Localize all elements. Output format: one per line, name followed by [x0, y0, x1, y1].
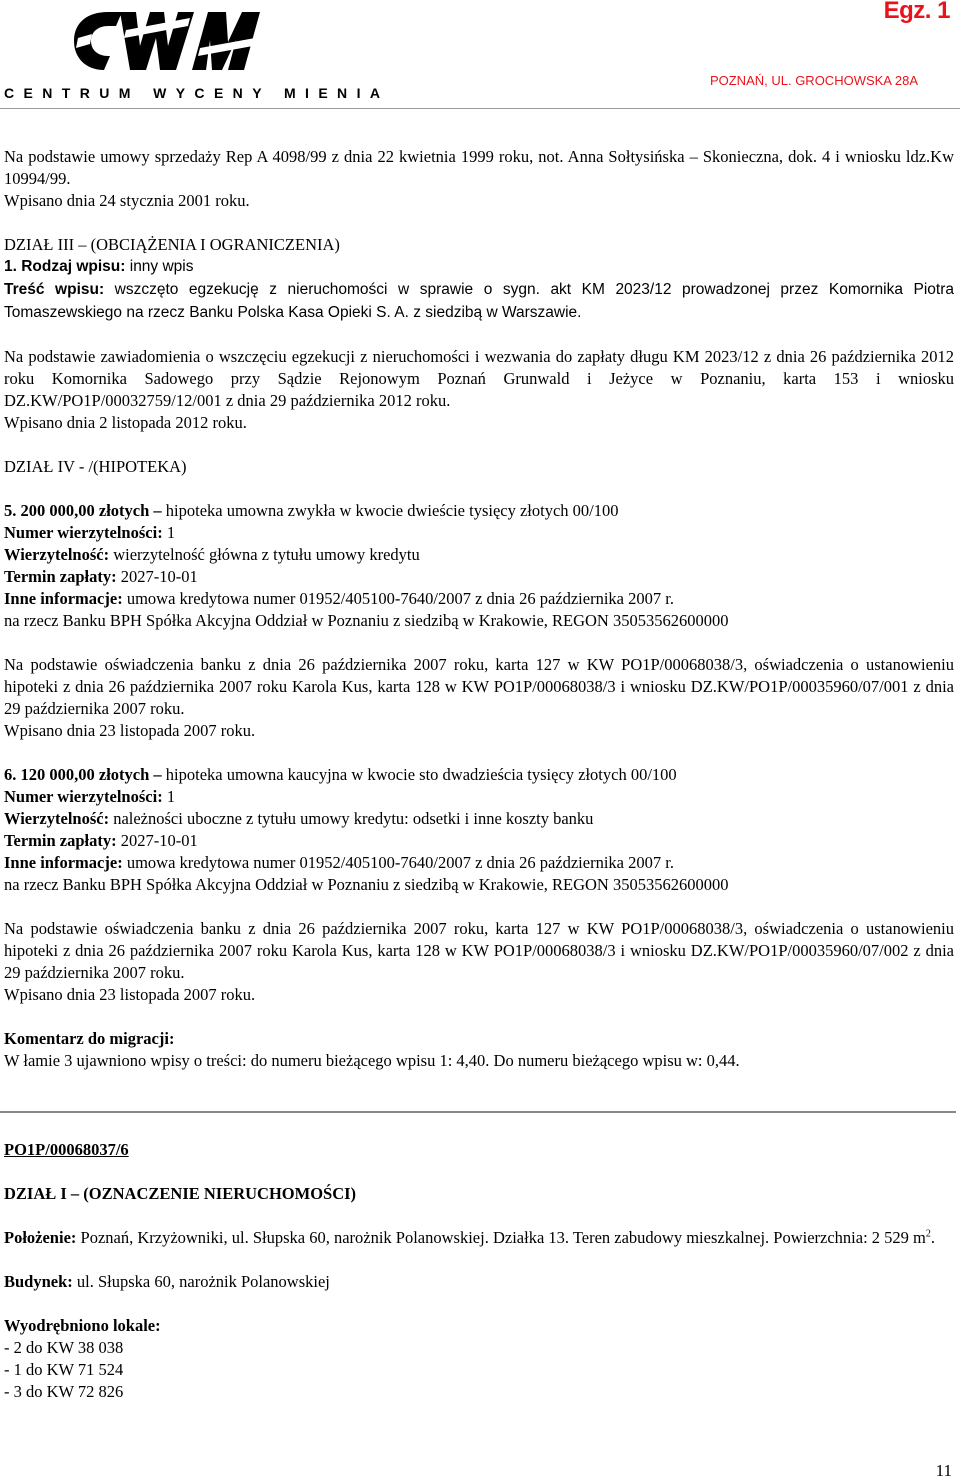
list-item: - 3 do KW 72 826: [4, 1382, 124, 1401]
entry-type: 1. Rodzaj wpisu: inny wpis: [4, 258, 194, 275]
entry-content: Treść wpisu: wszczęto egzekucję z nieruchomości w sprawie o sygn. akt KM 2023/12 prowadzonej przez Komornika Piotra Tomaszewskiego na rzecz Banku Polska Kasa Opieki S. A. z siedzibą w Warszawie.: [4, 281, 954, 321]
document-body: [4, 146, 954, 1072]
mortgage-entry-5: 5. 200 000,00 złotych – hipoteka umowna zwykła w kwocie dwieście tysięcy złotych 00/100 Numer wierzytelności: 1 Wierzytelność: wierzytelność główna z tytułu umowy kredytu Termin zapłaty: 2027-10-01 Inne informacje: umowa kredytowa numer 01952/405100-7640/2007 z dnia 26 października 2007 r. na rzecz Banku BPH Spółka Akcyjna Oddział w Poznaniu z siedzibą w Krakowie, REGON 35053562600000 Na podstawie oświadczenia banku z dnia 26 października 2007 roku, karta 127 w KW PO1P/00068038/3, oświadczenia o ustanowieniu hipoteki z dnia 26 października 2007 roku Karola Kus, karta 128 w KW PO1P/00068038/3 i wniosku DZ.KW/PO1P/00035960/07/001 z dnia 29 października 2007 roku. Wpisano dnia 23 listopada 2007 roku.: [4, 501, 954, 740]
property-location: Położenie: Poznań, Krzyżowniki, ul. Słupska 60, narożnik Polanowskiej. Działka 13. Teren zabudowy mieszkalnej. Powierzchnia: 2 529 $m^2$.: [4, 1228, 935, 1247]
list-item: - 2 do KW 38 038: [4, 1338, 124, 1357]
migration-text: W łamie 3 ujawniono wpisy o treści: do numeru bieżącego wpisu 1: 4,40. Do numeru bieżącego wpisu w: 0,44.: [4, 1051, 740, 1070]
paragraph: Wpisano dnia 24 stycznia 2001 roku.: [4, 191, 250, 210]
paragraph: Wpisano dnia 2 listopada 2012 roku.: [4, 413, 247, 432]
register-number: PO1P/00068037/6: [4, 1140, 129, 1159]
paragraph: Na podstawie zawiadomienia o wszczęciu egzekucji z nieruchomości i wezwania do zapłaty długu KM 2023/12 z dnia 26 października 2012 roku Komornika Sadowego przy Sądzie Rejonowym Poznań Grunwald i Jeżyce w Poznaniu, karta 153 i wniosku DZ.KW/PO1P/00032759/12/001 z dnia 29 października 2012 roku.: [4, 347, 954, 410]
mortgage-entry-6: 6. 120 000,00 złotych – hipoteka umowna kaucyjna w kwocie sto dwadzieścia tysięcy złotych 00/100 Numer wierzytelności: 1 Wierzytelność: należności uboczne z tytułu umowy kredytu: odsetki i inne koszty banku Termin zapłaty: 2027-10-01 Inne informacje: umowa kredytowa numer 01952/405100-7640/2007 z dnia 26 października 2007 r. na rzecz Banku BPH Spółka Akcyjna Oddział w Poznaniu z siedzibą w Krakowie, REGON 35053562600000 Na podstawie oświadczenia banku z dnia 26 października 2007 roku, karta 127 w KW PO1P/00068038/3, oświadczenia o ustanowieniu hipoteki z dnia 26 października 2007 roku Karola Kus, karta 128 w KW PO1P/00068038/3 i wniosku DZ.KW/PO1P/00035960/07/002 z dnia 29 października 2007 roku. Wpisano dnia 23 listopada 2007 roku.: [4, 765, 954, 1004]
list-item: - 1 do KW 71 524: [4, 1360, 124, 1379]
section-divider: [0, 1111, 956, 1113]
page-number: 11: [935, 1461, 952, 1480]
building: Budynek: ul. Słupska 60, narożnik Polanowskiej: [4, 1272, 330, 1291]
brand-name: CENTRUM WYCENY MIENIA: [4, 85, 390, 101]
section-title: DZIAŁ III – (OBCIĄŻENIA I OGRANICZENIA): [4, 235, 340, 254]
cwm-logo: [70, 8, 270, 74]
copy-mark: Egz. 1: [883, 0, 950, 24]
migration-label: Komentarz do migracji:: [4, 1029, 175, 1048]
second-register: [4, 1139, 954, 1403]
header-divider: [0, 108, 960, 109]
company-address: POZNAŃ, UL. GROCHOWSKA 28A: [709, 73, 918, 88]
section-title: DZIAŁ I – (OZNACZENIE NIERUCHOMOŚCI): [4, 1184, 357, 1203]
section-title: DZIAŁ IV - /(HIPOTEKA): [4, 457, 187, 476]
units-label: Wyodrębniono lokale:: [4, 1316, 161, 1335]
document-header: [0, 0, 960, 110]
paragraph: Na podstawie umowy sprzedaży Rep A 4098/99 z dnia 22 kwietnia 1999 roku, not. Anna Sołtysińska – Skonieczna, dok. 4 i wniosku ldz.Kw 10994/99.: [4, 147, 954, 188]
